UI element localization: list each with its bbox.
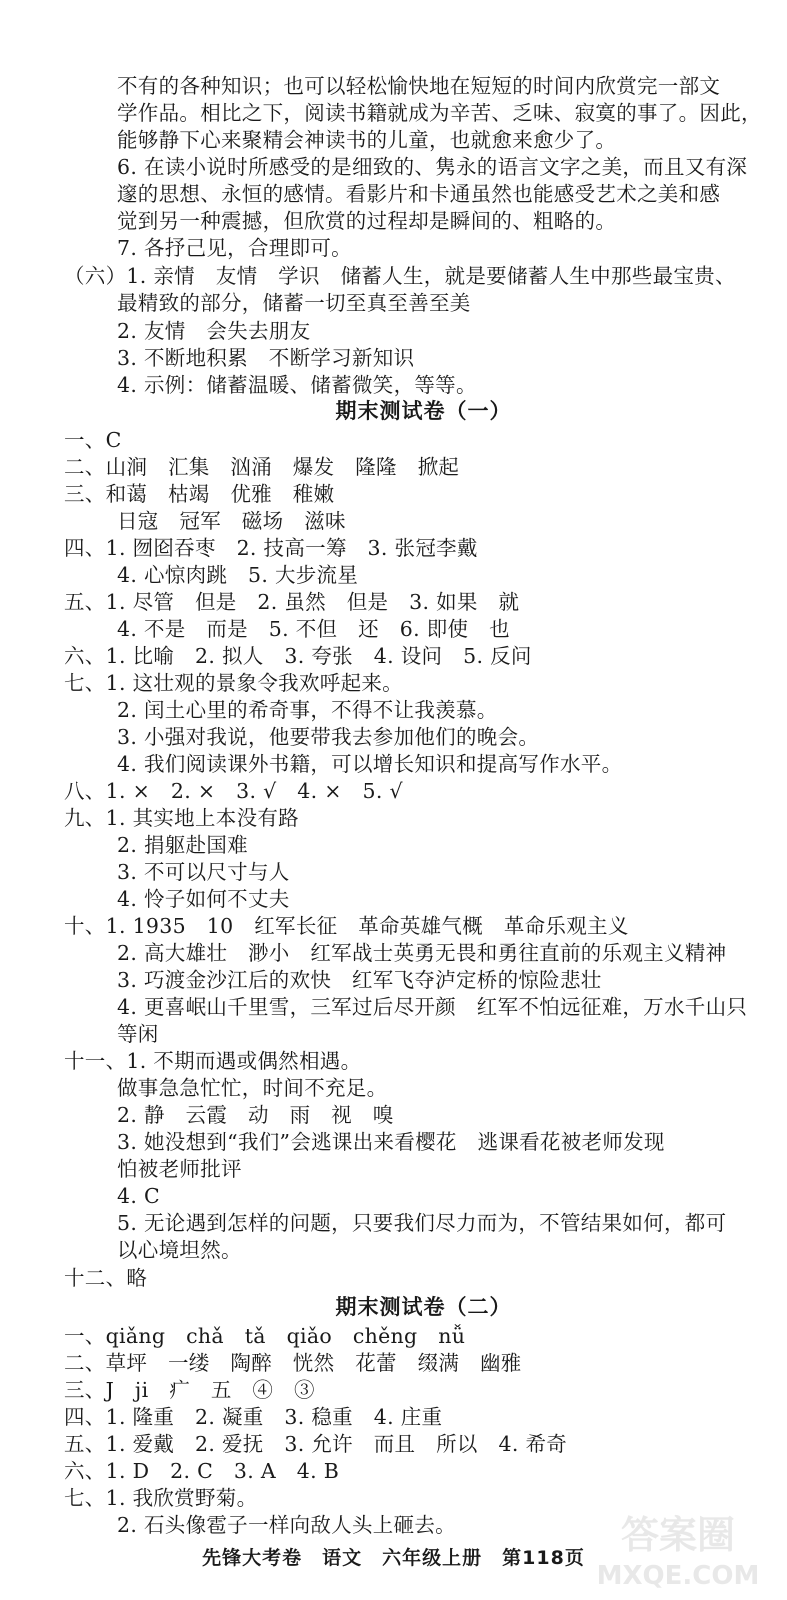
- watermark-cn: 答案圈: [620, 1513, 736, 1557]
- exam-two-heading: 期末测试卷（二）: [335, 1295, 512, 1319]
- text-line: （六）1. 亲情 友情 学识 储蓄人生，就是要储蓄人生中那些最宝贵、: [64, 264, 736, 288]
- text-line: 三、J ji 疒 五 ④ ③: [64, 1378, 315, 1402]
- text-line: 学作品。相比之下，阅读书籍就成为辛苦、乏味、寂寞的事了。因此，: [117, 101, 762, 125]
- text-line: 2. 高大雄壮 渺小 红军战士英勇无畏和勇往直前的乐观主义精神: [117, 941, 727, 965]
- text-line: 最精致的部分，储蓄一切至真至善至美: [117, 291, 471, 315]
- text-line: 以心境坦然。: [117, 1238, 242, 1262]
- text-line: 七、1. 我欣赏野菊。: [64, 1486, 258, 1510]
- text-line: 觉到另一种震撼，但欣赏的过程却是瞬间的、粗略的。: [117, 209, 617, 233]
- text-line: 4. 示例：储蓄温暖、储蓄微笑，等等。: [117, 373, 477, 397]
- text-line: 三、和蔼 枯竭 优雅 稚嫩: [64, 482, 335, 506]
- text-line: 3. 不可以尺寸与人: [117, 860, 290, 884]
- text-line: 怕被老师批评: [117, 1157, 242, 1181]
- text-line: 一、qiǎng chǎ tǎ qiǎo chěng nǚ: [64, 1324, 466, 1348]
- text-line: 2. 静 云霞 动 雨 视 嗅: [117, 1103, 394, 1127]
- text-line: 4. 心惊肉跳 5. 大步流星: [117, 563, 359, 587]
- text-line: 四、1. 隆重 2. 凝重 3. 稳重 4. 庄重: [64, 1405, 443, 1429]
- text-line: 一、C: [64, 428, 122, 452]
- text-line: 3. 不断地积累 不断学习新知识: [117, 346, 415, 370]
- text-line: 3. 小强对我说，他要带我去参加他们的晚会。: [117, 725, 540, 749]
- text-line: 四、1. 囫囵吞枣 2. 技高一筹 3. 张冠李戴: [64, 536, 478, 560]
- text-line: 4. 怜子如何不丈夫: [117, 887, 290, 911]
- text-line: 十、1. 1935 10 红军长征 革命英雄气概 革命乐观主义: [64, 914, 629, 938]
- text-line: 2. 捐躯赴国难: [117, 833, 248, 857]
- text-line: 邃的思想、永恒的感情。看影片和卡通虽然也能感受艺术之美和感: [117, 182, 721, 206]
- text-line: 4. C: [117, 1184, 160, 1208]
- text-line: 3. 她没想到“我们”会逃课出来看樱花 逃课看花被老师发现: [117, 1130, 665, 1154]
- page-footer: 先锋大考卷 语文 六年级上册 第118页: [202, 1547, 585, 1569]
- watermark-logo-icon: [583, 1506, 773, 1592]
- text-line: 十二、略: [64, 1266, 148, 1290]
- watermark-en: MXQE.COM: [596, 1561, 760, 1591]
- text-line: 2. 友情 会失去朋友: [117, 319, 311, 343]
- text-line: 7. 各抒己见，合理即可。: [117, 236, 352, 260]
- text-line: 六、1. D 2. C 3. A 4. B: [64, 1459, 340, 1483]
- text-line: 能够静下心来聚精会神读书的儿童，也就愈来愈少了。: [117, 128, 617, 152]
- text-line: 五、1. 爱戴 2. 爱抚 3. 允许 而且 所以 4. 希奇: [64, 1432, 568, 1456]
- text-line: 做事急急忙忙，时间不充足。: [117, 1076, 388, 1100]
- text-line: 2. 石头像雹子一样向敌人头上砸去。: [117, 1513, 456, 1537]
- text-line: 4. 更喜岷山千里雪，三军过后尽开颜 红军不怕远征难，万水千山只: [117, 995, 748, 1019]
- text-line: 4. 不是 而是 5. 不但 还 6. 即使 也: [117, 617, 510, 641]
- text-line: 九、1. 其实地上本没有路: [64, 806, 299, 830]
- text-line: 二、草坪 一缕 陶醉 恍然 花蕾 缀满 幽雅: [64, 1351, 522, 1375]
- text-line: 不有的各种知识；也可以轻松愉快地在短短的时间内欣赏完一部文: [117, 74, 721, 98]
- text-line: 六、1. 比喻 2. 拟人 3. 夸张 4. 设问 5. 反问: [64, 644, 532, 668]
- text-line: 日寇 冠军 磁场 滋味: [117, 509, 346, 533]
- text-line: 2. 闰土心里的希奇事，不得不让我羡慕。: [117, 698, 498, 722]
- text-line: 八、1. × 2. × 3. √ 4. × 5. √: [64, 779, 403, 803]
- text-line: 五、1. 尽管 但是 2. 虽然 但是 3. 如果 就: [64, 590, 520, 614]
- text-line: 6. 在读小说时所感受的是细致的、隽永的语言文字之美，而且又有深: [117, 155, 748, 179]
- text-line: 七、1. 这壮观的景象令我欢呼起来。: [64, 671, 403, 695]
- text-line: 4. 我们阅读课外书籍，可以增长知识和提高写作水平。: [117, 752, 623, 776]
- text-line: 十一、1. 不期而遇或偶然相遇。: [64, 1049, 362, 1073]
- text-line: 5. 无论遇到怎样的问题，只要我们尽力而为，不管结果如何，都可: [117, 1211, 727, 1235]
- text-line: 3. 巧渡金沙江后的欢快 红军飞夺泸定桥的惊险悲壮: [117, 968, 602, 992]
- text-line: 等闲: [117, 1022, 159, 1046]
- text-line: 二、山涧 汇集 汹涌 爆发 隆隆 掀起: [64, 455, 460, 479]
- exam-one-heading: 期末测试卷（一）: [335, 399, 512, 423]
